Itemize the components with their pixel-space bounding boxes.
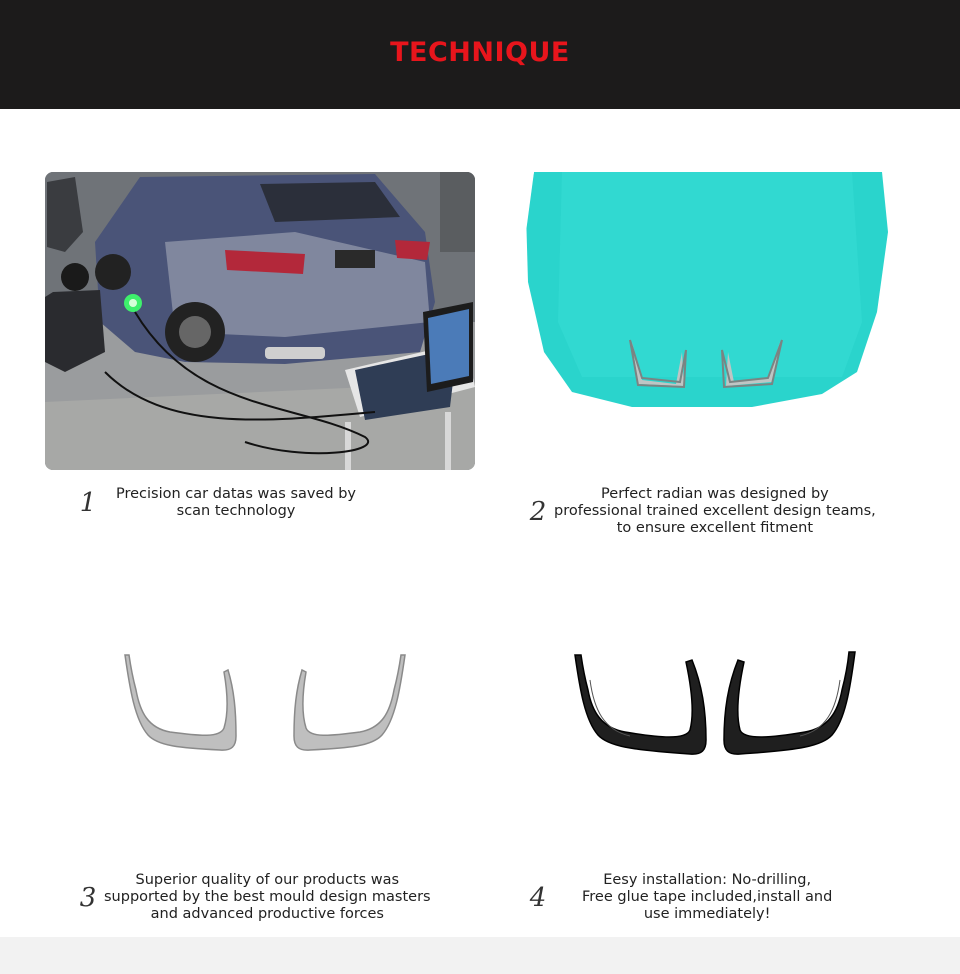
- step-text: [554, 486, 876, 537]
- step-line: to ensure excellent fitment: [616, 520, 814, 536]
- step-line: use immediately!: [643, 906, 771, 922]
- step-line: Perfect radian was designed by: [601, 486, 829, 502]
- step-line: supported by the best mould design masters: [104, 889, 431, 905]
- step-number: 2: [529, 496, 547, 527]
- step-line: Precision car datas was saved by: [116, 486, 357, 502]
- step-text: [104, 872, 431, 923]
- step-4-caption: [522, 872, 832, 923]
- step-line: scan technology: [176, 503, 296, 519]
- footer-strip: [0, 937, 960, 974]
- step-line: Superior quality of our products was: [135, 872, 400, 888]
- gray-vent-parts-image: [110, 640, 420, 770]
- step-text: [116, 486, 356, 520]
- step-2-caption: [522, 486, 876, 537]
- step-text: [582, 872, 832, 923]
- step-line: and advanced productive forces: [150, 906, 384, 922]
- carbon-vent-parts-image: [560, 640, 870, 770]
- header-bar: [0, 0, 960, 109]
- page-title: TECHNIQUE: [390, 37, 570, 68]
- scan-photo: [45, 172, 475, 470]
- step-number: 4: [529, 882, 547, 913]
- hood-scan-image: [522, 172, 890, 412]
- step-1-caption: [72, 486, 356, 520]
- step-line: professional trained excellent design teams,: [554, 503, 876, 519]
- step-line: Free glue tape included,install and: [582, 889, 833, 905]
- step-number: 3: [79, 882, 97, 913]
- step-line: Eesy installation: No-drilling,: [603, 872, 812, 888]
- step-number: 1: [79, 488, 97, 518]
- step-3-caption: [72, 872, 431, 923]
